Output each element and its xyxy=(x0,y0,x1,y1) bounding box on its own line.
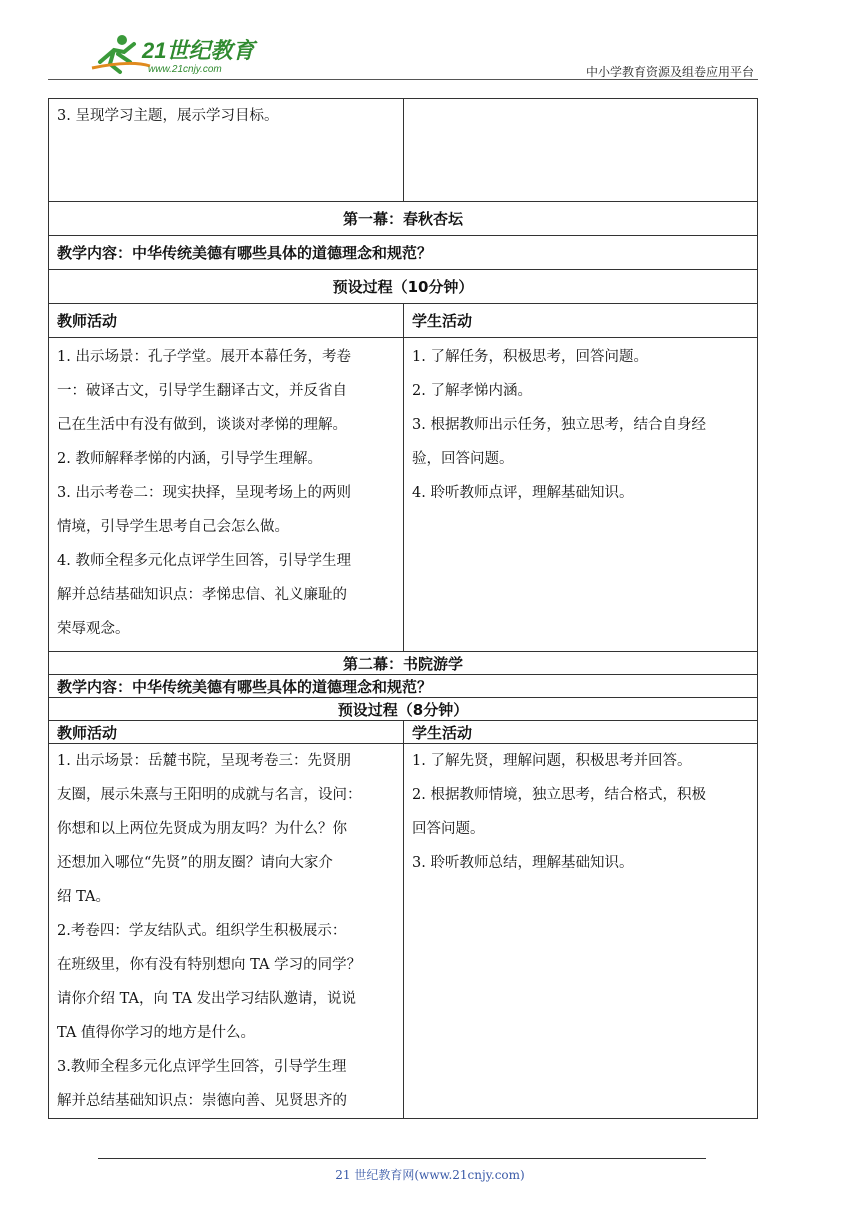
footer-divider xyxy=(98,1158,706,1159)
act2-teacher-line: TA 值得你学习的地方是什么。 xyxy=(57,1025,255,1041)
act2-content-row xyxy=(49,675,758,698)
act1-title: 第一幕：春秋杏坛 xyxy=(49,202,758,236)
act2-title: 第二幕：书院游学 xyxy=(49,652,758,675)
act2-teacher-head: 教师活动 xyxy=(49,721,404,744)
act1-student-line: 2. 了解孝悌内涵。 xyxy=(412,383,532,399)
logo-text: 21世纪教育 xyxy=(142,38,255,63)
act1-student-line: 4. 聆听教师点评，理解基础知识。 xyxy=(412,485,634,501)
intro-student-cell xyxy=(404,99,758,202)
act2-title-row xyxy=(49,652,758,675)
act1-teacher-line: 3. 出示考卷二：现实抉择，呈现考场上的两则 xyxy=(57,485,351,501)
act2-teacher-line: 解并总结基础知识点：崇德向善、见贤思齐的 xyxy=(57,1093,347,1109)
act2-student-line: 1. 了解先贤，理解问题，积极思考并回答。 xyxy=(412,753,692,769)
act2-teacher-line: 友圈，展示朱熹与王阳明的成就与名言，设问： xyxy=(57,787,362,803)
act1-teacher-line: 荣辱观念。 xyxy=(57,621,130,637)
act2-student-activities xyxy=(404,744,758,1119)
act1-process-row xyxy=(49,270,758,304)
act1-student-line: 3. 根据教师出示任务，独立思考，结合自身经 xyxy=(412,417,706,433)
act2-teacher-line: 绍 TA。 xyxy=(57,889,110,905)
header-divider xyxy=(48,79,758,80)
act2-teacher-activities xyxy=(49,744,404,1119)
footer-text: 21 世纪教育网(www.21cnjy.com) xyxy=(335,1168,525,1182)
act1-content: 教学内容：中华传统美德有哪些具体的道德理念和规范？ xyxy=(49,236,758,270)
act2-teacher-line: 2.考卷四：学友结队式。组织学生积极展示： xyxy=(57,923,347,939)
act2-student-line: 回答问题。 xyxy=(412,821,485,837)
act2-teacher-line: 你想和以上两位先贤成为朋友吗？为什么？你 xyxy=(57,821,347,837)
act1-student-activities xyxy=(404,338,758,652)
logo xyxy=(90,32,310,76)
act1-title-row xyxy=(49,202,758,236)
act1-student-line: 1. 了解任务，积极思考，回答问题。 xyxy=(412,349,648,365)
act2-teacher-line: 还想加入哪位“先贤”的朋友圈？请向大家介 xyxy=(57,855,333,871)
intro-teacher-cell xyxy=(49,99,404,202)
act1-teacher-line: 情境，引导学生思考自己会怎么做。 xyxy=(57,519,289,535)
act1-teacher-line: 1. 出示场景：孔子学堂。展开本幕任务，考卷 xyxy=(57,349,351,365)
act1-teacher-line: 2. 教师解释孝悌的内涵，引导学生理解。 xyxy=(57,451,322,467)
act1-teacher-activities xyxy=(49,338,404,652)
act1-process: 预设过程（10分钟） xyxy=(49,270,758,304)
act1-teacher-head: 教师活动 xyxy=(49,304,404,338)
act1-teacher-line: 己在生活中有没有做到，谈谈对孝悌的理解。 xyxy=(57,417,347,433)
act2-student-line: 2. 根据教师情境，独立思考，结合格式，积极 xyxy=(412,787,706,803)
runner-icon xyxy=(100,44,134,72)
act2-content: 教学内容：中华传统美德有哪些具体的道德理念和规范？ xyxy=(49,675,758,698)
intro-teacher-text: 3. 呈现学习主题，展示学习目标。 xyxy=(57,108,279,124)
platform-name: 中小学教育资源及组卷应用平台 xyxy=(585,65,754,79)
lesson-table xyxy=(48,98,758,1119)
act2-teacher-line: 3.教师全程多元化点评学生回答，引导学生理 xyxy=(57,1059,347,1075)
logo-url: www.21cnjy.com xyxy=(148,64,222,75)
act2-head-row xyxy=(49,721,758,744)
runner-head-icon xyxy=(117,35,127,45)
act1-content-row xyxy=(49,236,758,270)
act2-teacher-line: 1. 出示场景：岳麓书院，呈现考卷三：先贤朋 xyxy=(57,753,351,769)
act2-teacher-line: 请你介绍 TA，向 TA 发出学习结队邀请，说说 xyxy=(57,991,357,1007)
act2-teacher-line: 在班级里，你有没有特别想向 TA 学习的同学？ xyxy=(57,957,362,973)
act1-student-head: 学生活动 xyxy=(404,304,758,338)
act1-activity-row xyxy=(49,338,758,652)
intro-row xyxy=(49,99,758,202)
act1-teacher-line: 4. 教师全程多元化点评学生回答，引导学生理 xyxy=(57,553,351,569)
act2-activity-row xyxy=(49,744,758,1119)
act1-head-row xyxy=(49,304,758,338)
act2-process: 预设过程（8分钟） xyxy=(49,698,758,721)
act2-student-line: 3. 聆听教师总结，理解基础知识。 xyxy=(412,855,634,871)
act1-teacher-line: 解并总结基础知识点：孝悌忠信、礼义廉耻的 xyxy=(57,587,347,603)
act2-student-head: 学生活动 xyxy=(404,721,758,744)
act1-teacher-line: 一：破译古文，引导学生翻译古文，并反省自 xyxy=(57,383,347,399)
page-header xyxy=(48,30,758,78)
act2-process-row xyxy=(49,698,758,721)
act1-student-line: 验，回答问题。 xyxy=(412,451,514,467)
